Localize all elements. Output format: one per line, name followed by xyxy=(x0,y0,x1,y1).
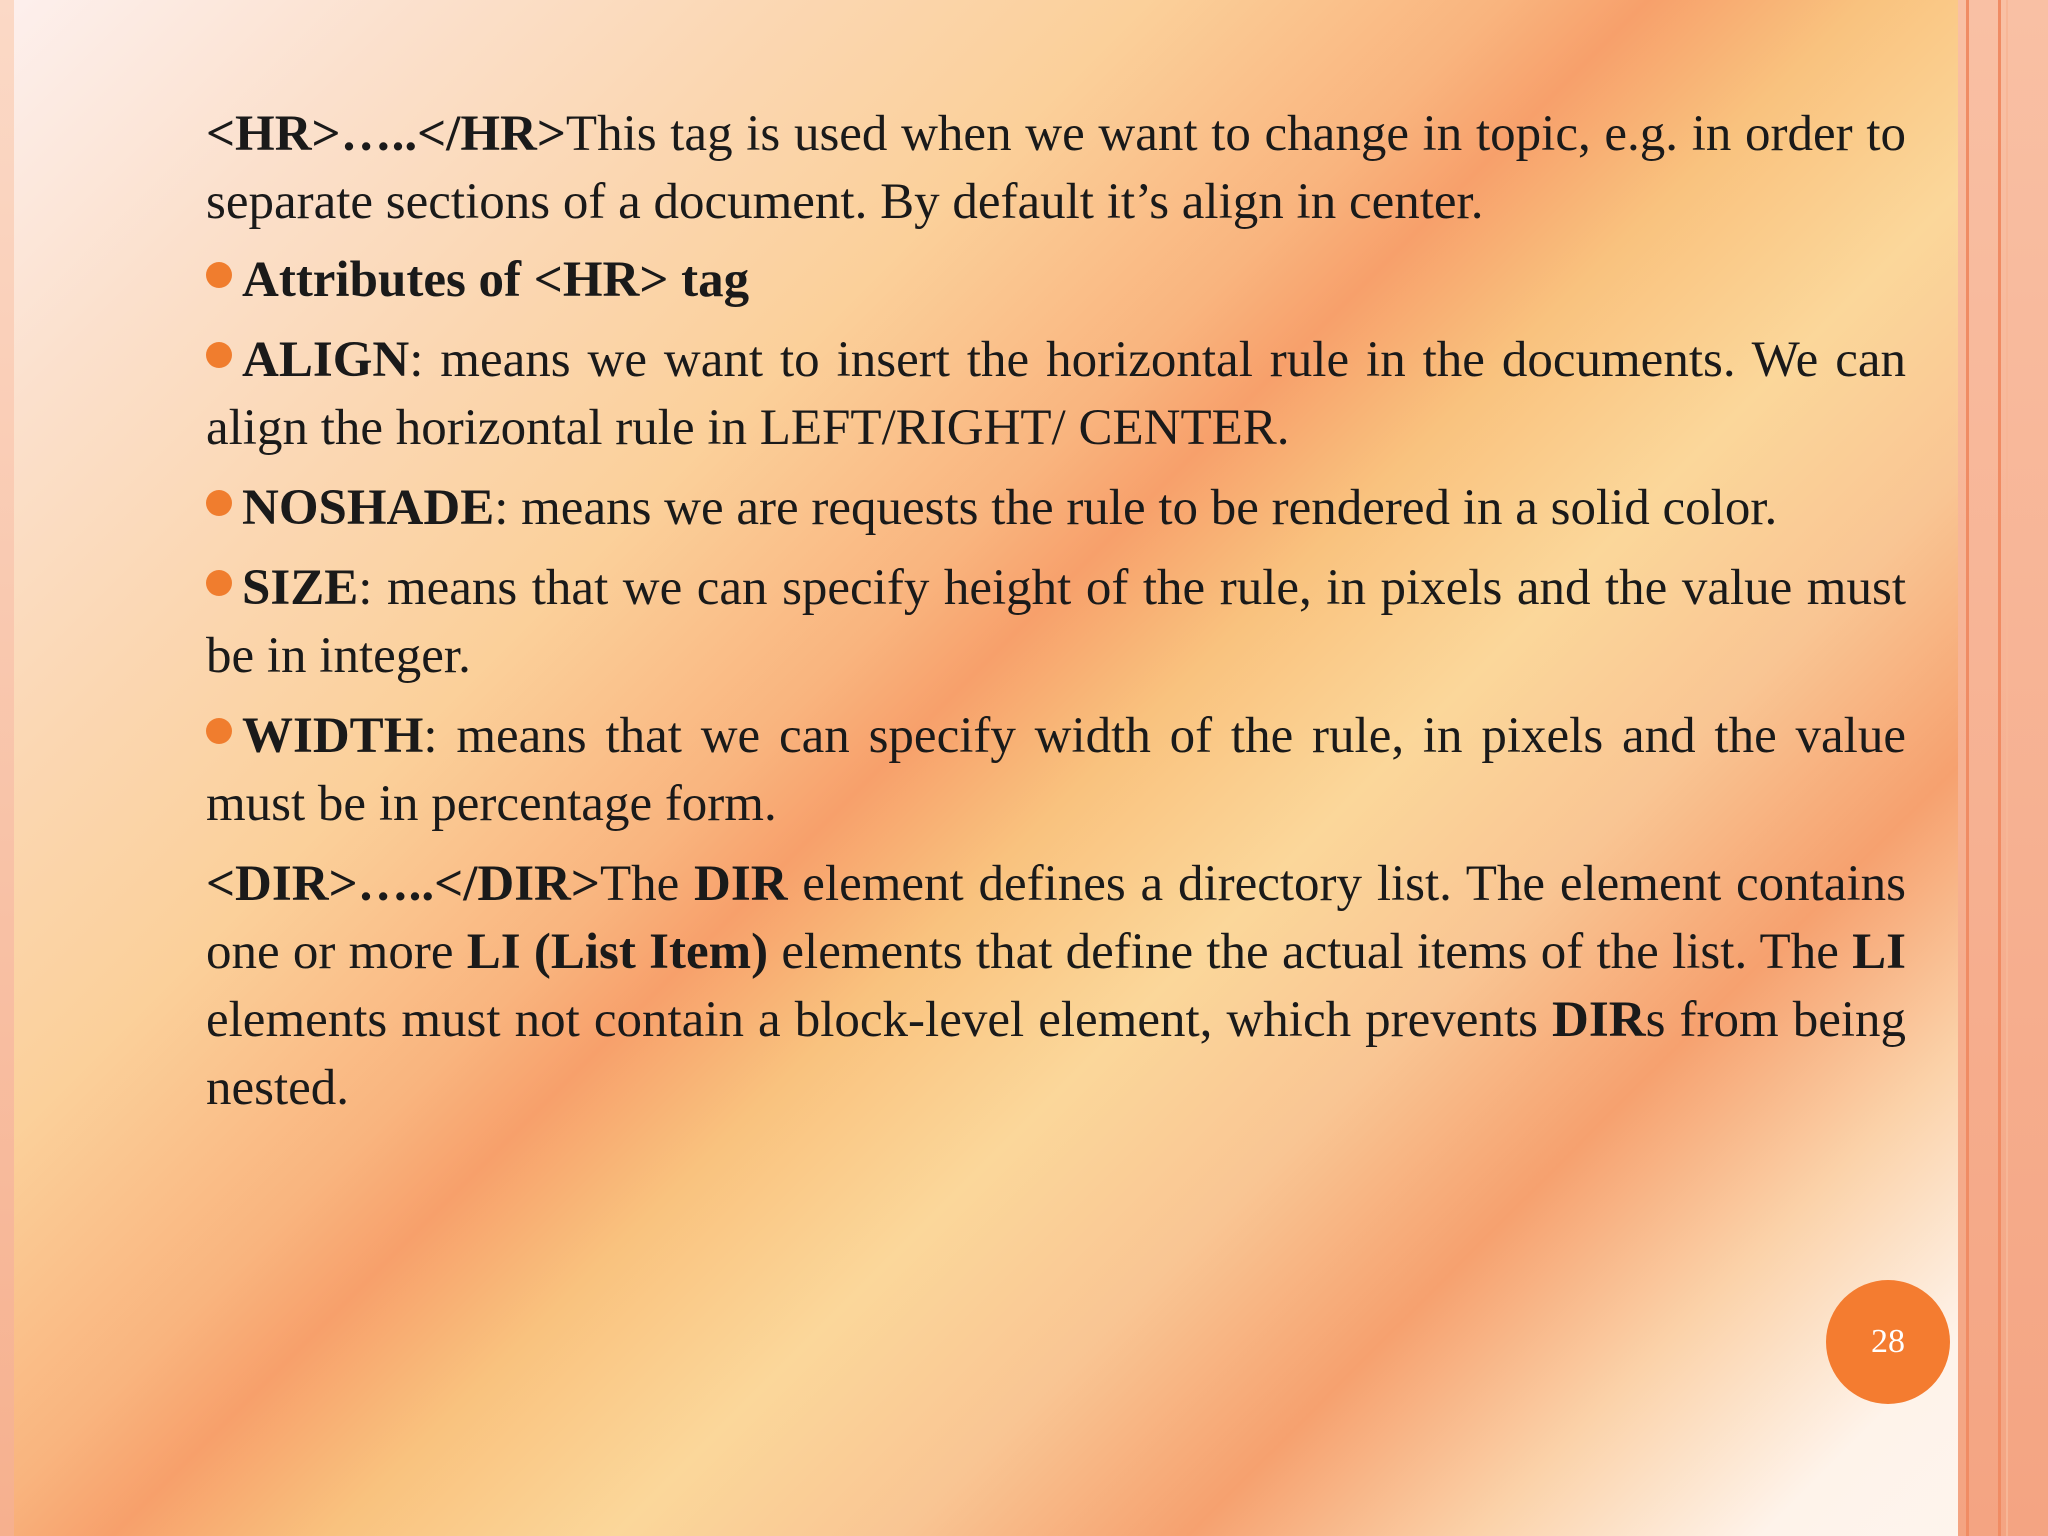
left-edge-decoration xyxy=(0,0,14,1536)
bullet-align xyxy=(206,326,1906,462)
frame-line xyxy=(1998,0,2001,1536)
dir-text: element defines a directory list. The element contains one or more xyxy=(206,856,1906,980)
bullet-width xyxy=(206,702,1906,838)
dir-bold: DIR xyxy=(1552,992,1646,1048)
frame-line xyxy=(1966,0,1969,1536)
dir-text: The xyxy=(599,856,695,912)
dir-paragraph xyxy=(206,850,1906,1122)
page-number-badge: 28 xyxy=(1826,1280,1950,1404)
bullet-term: ALIGN xyxy=(242,332,410,388)
bullet-noshade xyxy=(206,474,1906,542)
hr-description: This tag is used when we want to change in topic, e.g. in order to separate sections of a document. By default it’s align in center. xyxy=(206,106,1906,230)
hr-paragraph xyxy=(206,100,1906,236)
dir-text: elements that define the actual items of the list. The xyxy=(768,924,1853,980)
hr-tag: <HR>…..</HR> xyxy=(206,106,566,162)
bullet-text: : means we want to insert the horizontal rule in the documents. We can align the horizontal rule in LEFT/RIGHT/ CENTER. xyxy=(206,332,1906,456)
dir-bold: LI (List Item) xyxy=(466,924,769,980)
bullet-term: WIDTH xyxy=(242,708,424,764)
dir-bold: LI xyxy=(1852,924,1906,980)
slide-body xyxy=(206,100,1906,1132)
bullet-attributes-heading xyxy=(206,246,1906,314)
attributes-heading: Attributes of <HR> tag xyxy=(242,252,750,308)
dir-text: elements must not contain a block-level element, which prevents xyxy=(206,992,1553,1048)
bullet-icon xyxy=(206,570,232,596)
bullet-icon xyxy=(206,262,232,288)
bullet-icon xyxy=(206,342,232,368)
bullet-term: SIZE xyxy=(242,560,359,616)
bullet-icon xyxy=(206,718,232,744)
dir-tag: <DIR>…..</DIR> xyxy=(206,856,600,912)
bullet-text: : means that we can specify width of the rule, in pixels and the value must be in percentage form. xyxy=(206,708,1906,832)
dir-bold: DIR xyxy=(694,856,788,912)
dir-text: s from being nested. xyxy=(206,992,1907,1116)
bullet-size xyxy=(206,554,1906,690)
bullet-text: : means we are requests the rule to be rendered in a solid color. xyxy=(494,480,1778,536)
bullet-icon xyxy=(206,490,232,516)
frame-line xyxy=(2006,0,2008,1536)
right-frame-decoration xyxy=(1958,0,2048,1536)
bullet-term: NOSHADE xyxy=(242,480,495,536)
bullet-text: : means that we can specify height of the rule, in pixels and the value must be in integer. xyxy=(206,560,1906,684)
